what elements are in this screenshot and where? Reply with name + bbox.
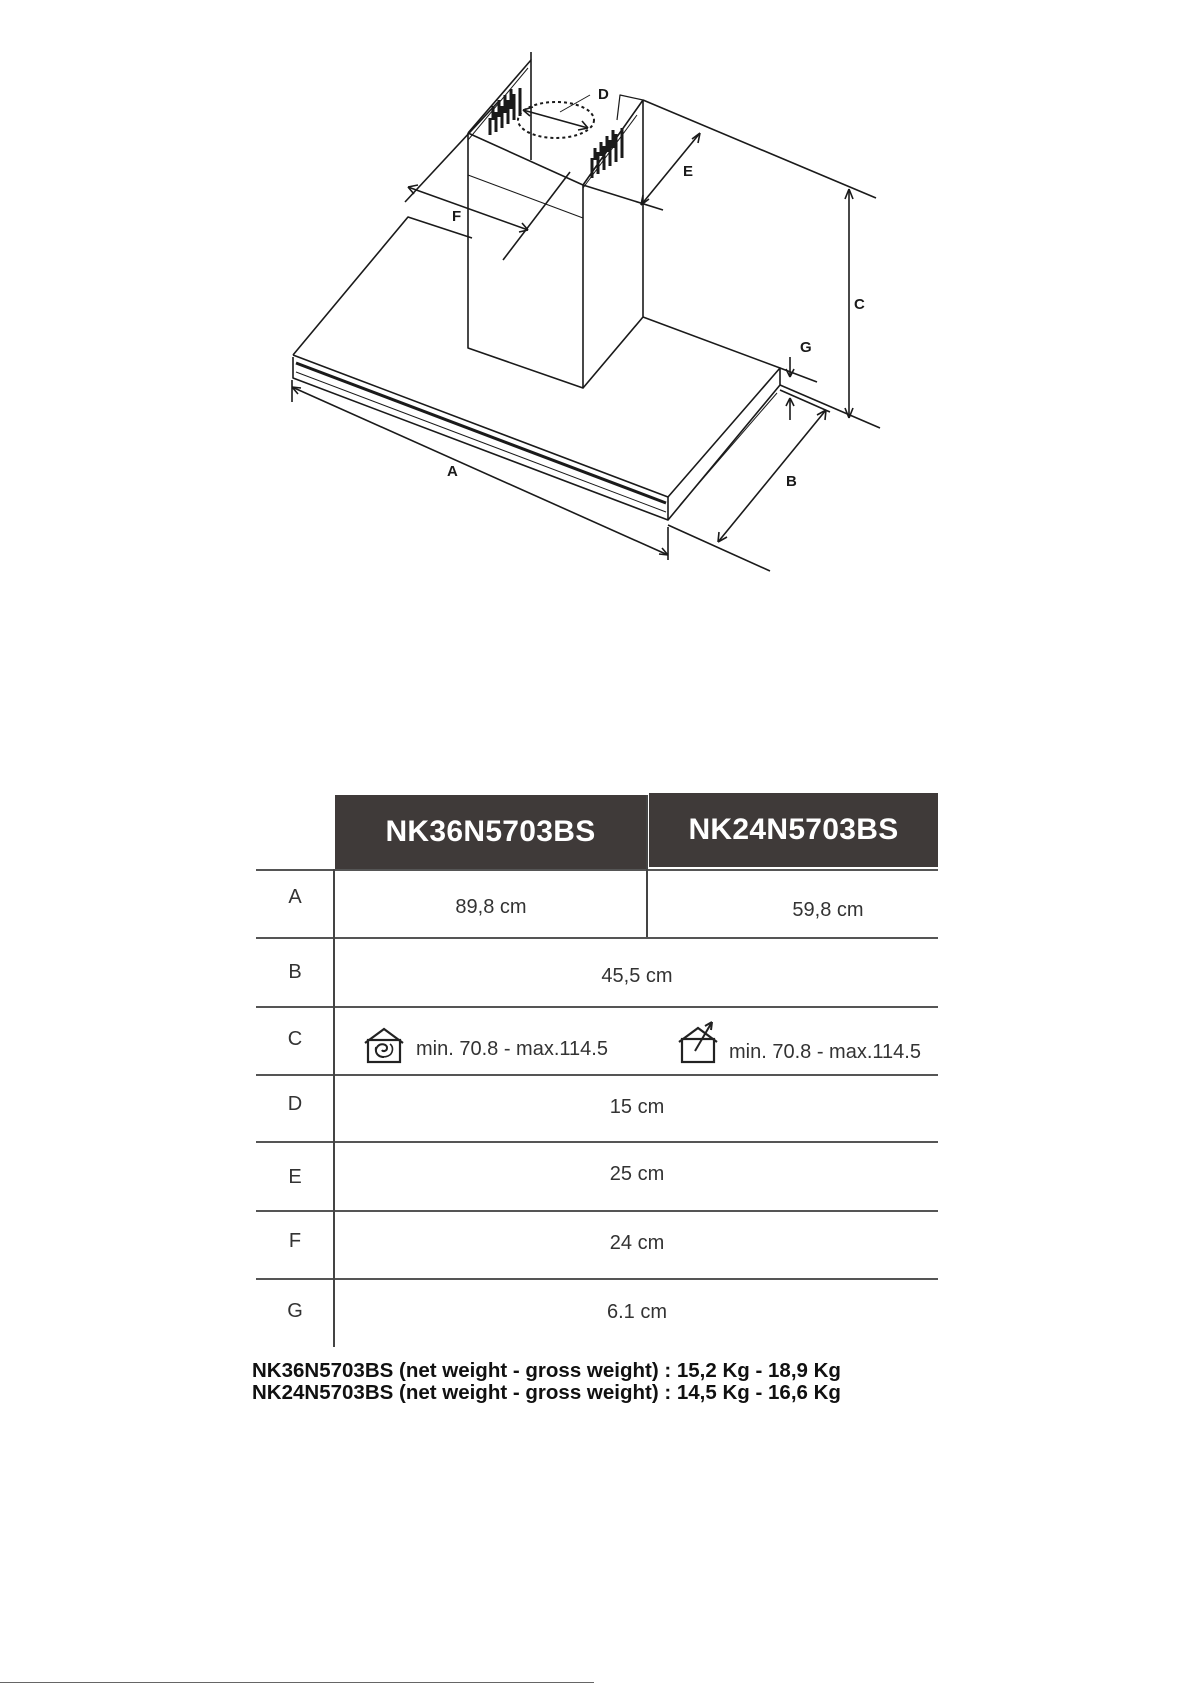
chimney-depth-value: 25 cm [609, 1163, 665, 1185]
row-label-a: A [288, 886, 302, 908]
row-label-g: G [287, 1300, 303, 1322]
weight-line-nk36: NK36N5703BS (net weight - gross weight) : 15,2 Kg - 18,9 Kg [252, 1359, 841, 1382]
dimension-label-f: F [452, 208, 462, 225]
canopy-thickness-value: 6.1 cm [606, 1301, 668, 1323]
row-label-d: D [287, 1093, 303, 1115]
nk24-width-value: 59,8 cm [792, 899, 864, 921]
weights-block [252, 1360, 841, 1404]
depth-value: 45,5 cm [601, 965, 673, 987]
table-row-divider [256, 1006, 938, 1008]
footer-rule [0, 1682, 594, 1683]
row-label-b: B [288, 961, 302, 983]
dimension-label-e: E [683, 163, 694, 180]
recirculation-height-range: min. 70.8 - max.114.5 [416, 1038, 608, 1060]
table-row-divider [256, 869, 938, 871]
dimension-label-c: C [854, 296, 865, 313]
table-row-divider [256, 1074, 938, 1076]
ducted-exhaust-mode-icon [676, 1018, 722, 1064]
model-header-nk36: NK36N5703BS [335, 795, 646, 869]
dimension-label-b: B [786, 473, 797, 490]
duct-diameter-value: 15 cm [609, 1096, 665, 1118]
weight-line-nk24: NK24N5703BS (net weight - gross weight) : 14,5 Kg - 16,6 Kg [252, 1381, 841, 1404]
ducted-height-range: min. 70.8 - max.114.5 [729, 1041, 921, 1063]
dimension-label-d: D [598, 86, 609, 103]
row-label-f: F [288, 1230, 302, 1252]
table-row-divider [256, 1210, 938, 1212]
chimney-width-value: 24 cm [609, 1232, 665, 1254]
row-label-e: E [288, 1166, 302, 1188]
table-row-divider [256, 937, 938, 939]
recirculation-mode-icon [362, 1026, 406, 1064]
dimension-label-a: A [447, 463, 458, 480]
nk36-width-value: 89,8 cm [455, 896, 527, 918]
row-label-c: C [287, 1028, 303, 1050]
hood-dimension-diagram [0, 0, 1191, 600]
table-row-divider [256, 1141, 938, 1143]
model-header-nk24: NK24N5703BS [649, 793, 938, 867]
table-row-divider [256, 1278, 938, 1280]
dimension-label-g: G [800, 339, 812, 356]
